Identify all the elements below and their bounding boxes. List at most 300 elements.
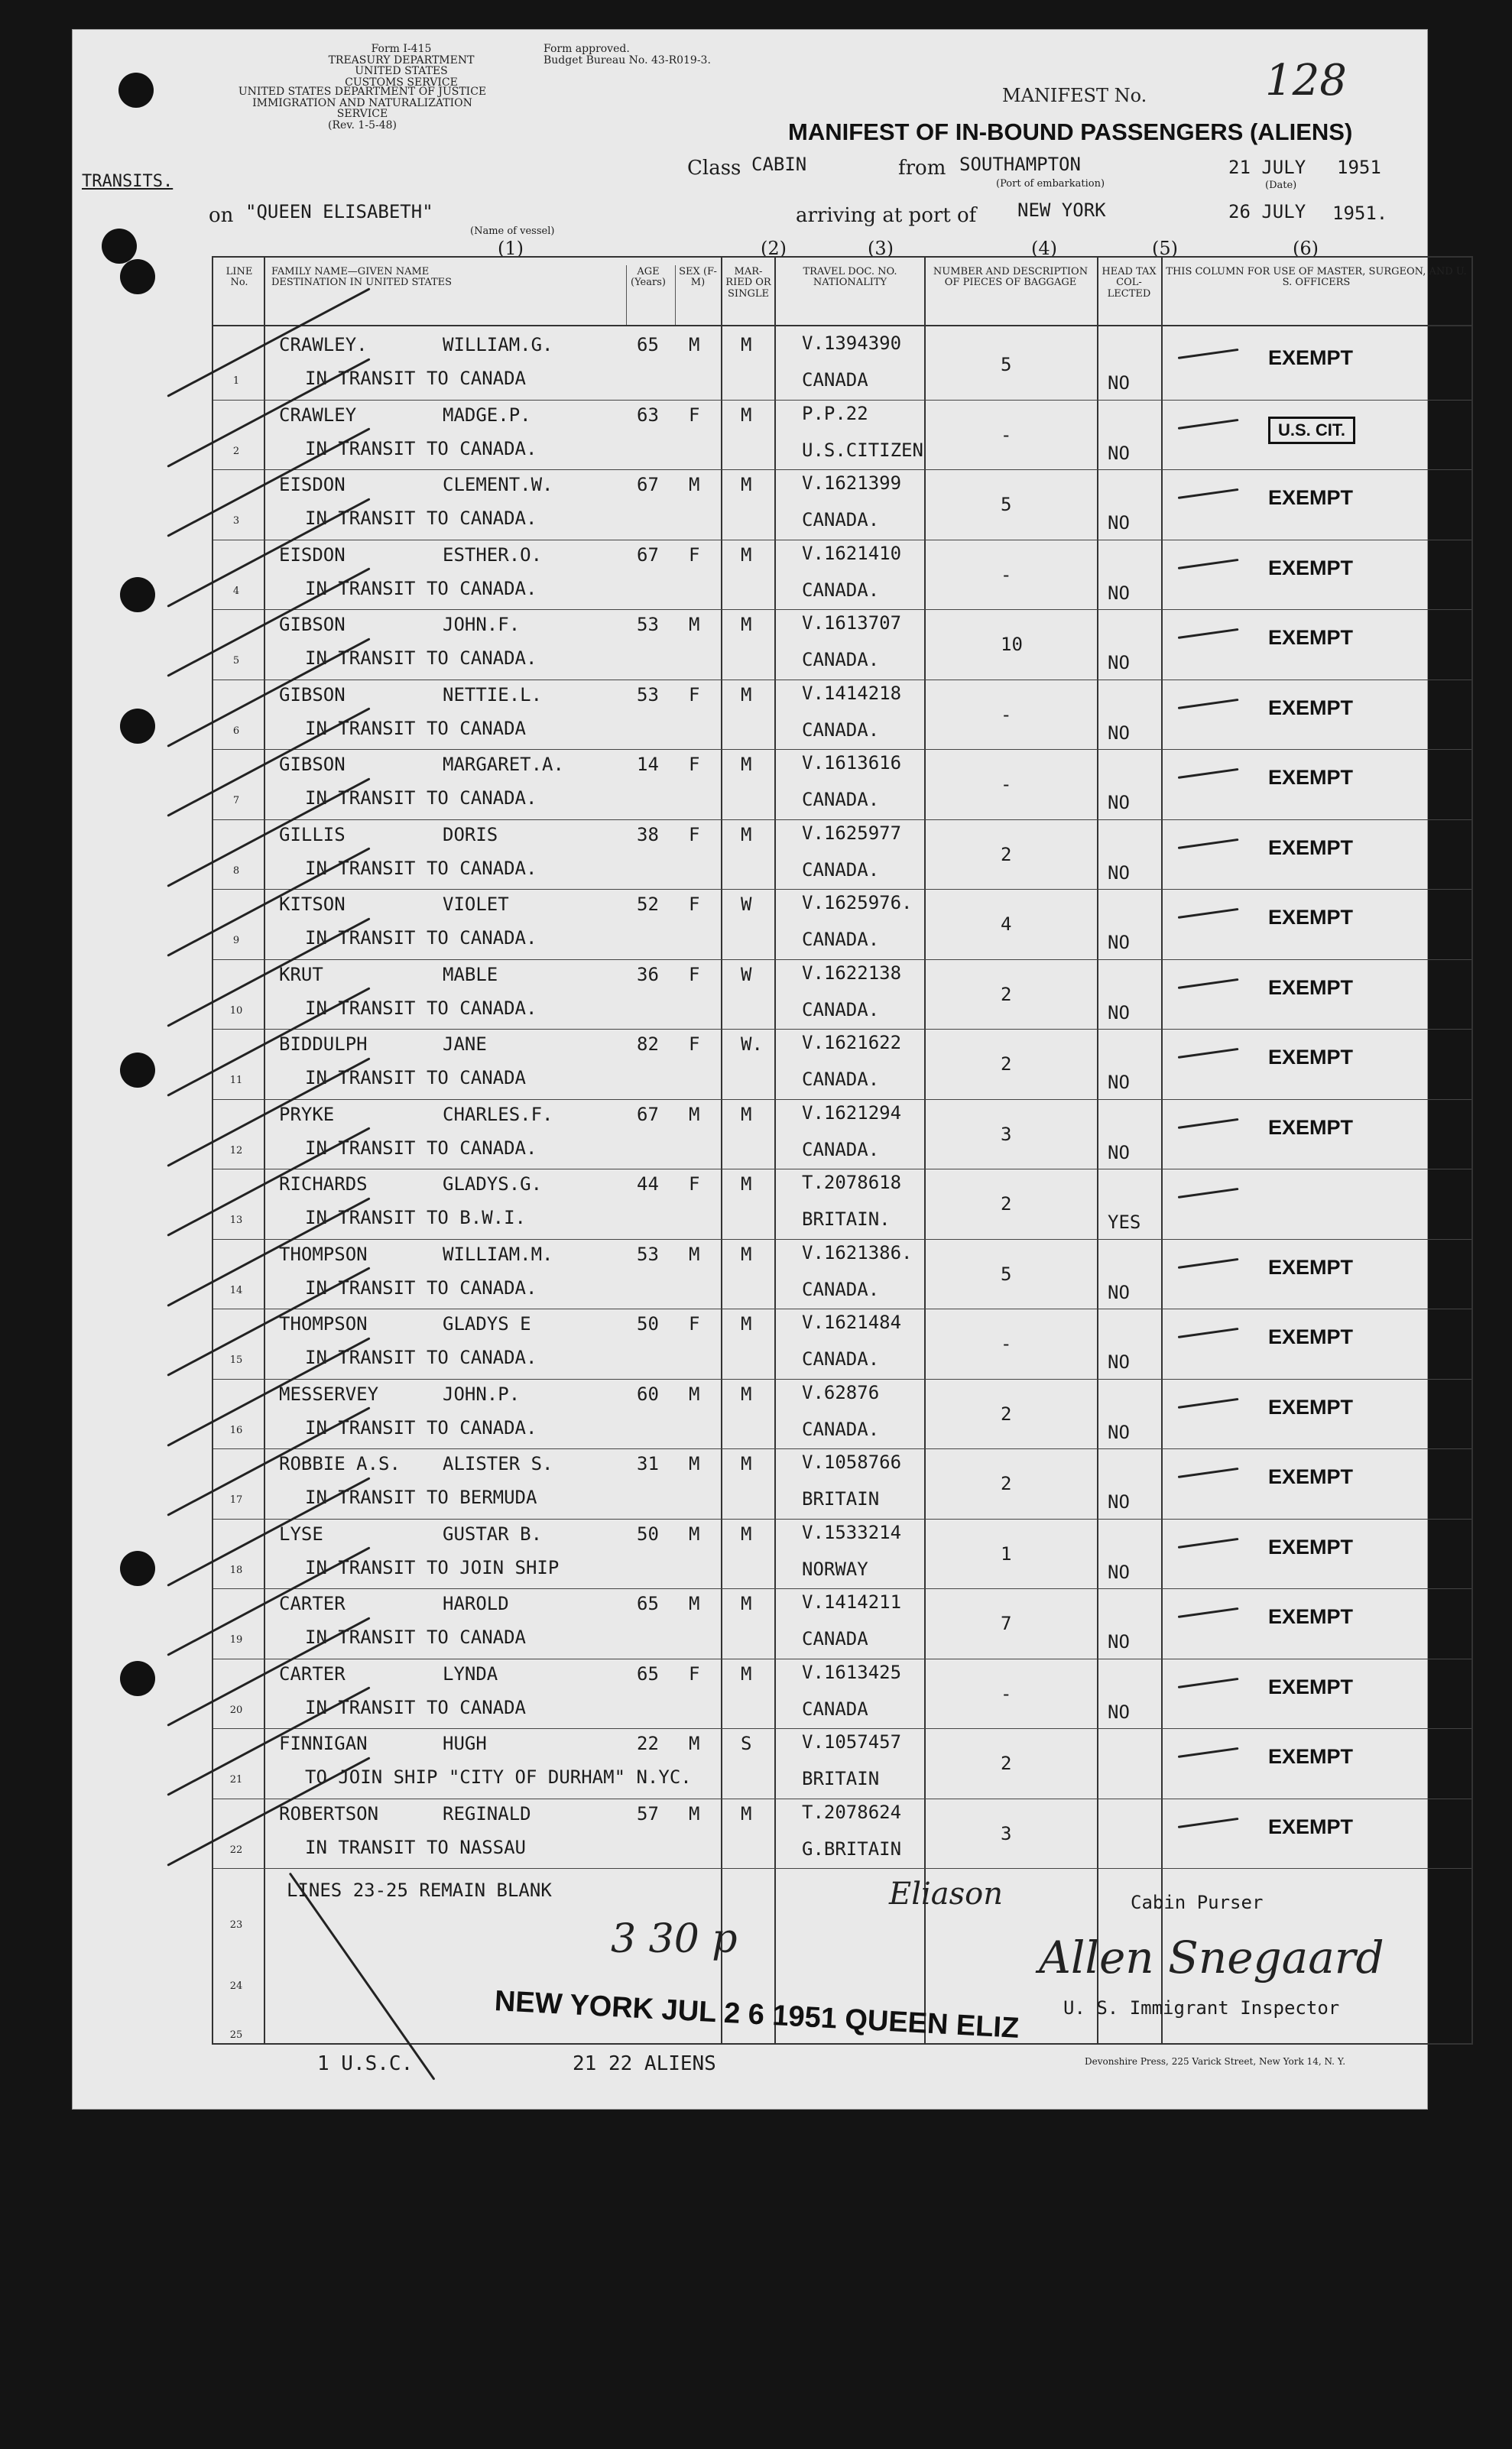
travel-document: V.1621294 (802, 1101, 902, 1124)
passenger-age: 22 (637, 1733, 659, 1754)
vessel-name: "QUEEN ELISABETH" (245, 201, 433, 222)
from-label: from (898, 157, 946, 180)
passenger-age: 63 (637, 404, 659, 426)
head-tax: NO (1108, 932, 1130, 953)
marital-status: S (741, 1733, 752, 1754)
row-divider (213, 609, 1471, 610)
officer-note: EXEMPT (1268, 626, 1354, 649)
head-tax: NO (1108, 1001, 1130, 1023)
passenger-surname: CARTER (279, 1662, 346, 1685)
punch-hole (120, 1551, 155, 1586)
travel-document: T.2078624 (802, 1801, 902, 1823)
passenger-surname: KITSON (279, 894, 346, 915)
officer-note: EXEMPT (1268, 1745, 1354, 1768)
form-number: Form I-415 (371, 43, 432, 55)
passenger-sex: F (689, 1662, 700, 1685)
baggage-count: - (1001, 774, 1012, 795)
manifest-number-label: MANIFEST No. (1002, 85, 1147, 106)
embarkation-port: SOUTHAMPTON (959, 154, 1081, 175)
passenger-given-name: CHARLES.F. (443, 1103, 553, 1125)
pen-check-mark (1178, 1607, 1239, 1618)
budget-bureau: Budget Bureau No. 43-R019-3. (543, 54, 711, 66)
marital-status: M (741, 823, 752, 845)
head-tax: NO (1108, 372, 1130, 394)
passenger-age: 38 (637, 823, 659, 845)
header-head-tax: HEAD TAX COL-LECTED (1102, 266, 1157, 300)
pen-check-mark (1178, 628, 1239, 639)
passenger-given-name: NETTIE.L. (443, 683, 543, 706)
passenger-sex: F (689, 543, 700, 566)
nationality: CANADA. (802, 1138, 880, 1160)
row-number: 25 (229, 2029, 243, 2041)
travel-document: V.1414218 (802, 682, 902, 704)
marital-status: M (741, 614, 752, 635)
pen-check-mark (1178, 349, 1239, 359)
pen-check-mark (1178, 1397, 1239, 1408)
passenger-sex: F (689, 404, 700, 426)
row-number: 18 (229, 1564, 243, 1576)
row-number: 7 (232, 795, 240, 806)
manifest-title: MANIFEST OF IN-BOUND PASSENGERS (ALIENS) (788, 118, 1353, 145)
head-tax: NO (1108, 1281, 1130, 1303)
pen-check-mark (1178, 1468, 1239, 1478)
punch-hole (118, 73, 154, 108)
row-number: 10 (229, 1004, 243, 1017)
officer-note: U.S. CIT. (1268, 417, 1355, 444)
embark-date: 21 JULY (1228, 157, 1306, 178)
header-line-no: LINE No. (226, 266, 253, 289)
passenger-given-name: REGINALD (443, 1802, 531, 1825)
approval-note (543, 44, 711, 66)
row-number: 15 (229, 1354, 243, 1366)
nationality: CANADA. (802, 579, 880, 601)
officer-note: EXEMPT (1268, 1535, 1354, 1559)
destination: IN TRANSIT TO CANADA (305, 368, 526, 389)
pen-check-mark (1178, 1537, 1239, 1548)
pen-check-mark (1178, 838, 1239, 848)
row-number: 12 (229, 1144, 243, 1156)
pen-check-mark (1178, 1747, 1239, 1758)
baggage-count: 5 (1001, 494, 1012, 515)
nationality: CANADA. (802, 1418, 880, 1440)
header-sex: SEX (F-M) (679, 266, 717, 289)
row-number: 1 (232, 375, 240, 387)
passenger-age: 67 (637, 1103, 659, 1125)
passenger-surname: RICHARDS (279, 1173, 368, 1195)
destination: IN TRANSIT TO CANADA. (305, 1137, 537, 1159)
pen-check-mark (1178, 768, 1239, 779)
marital-status: M (741, 1383, 752, 1405)
nationality: CANADA. (802, 858, 880, 881)
blank-lines-note: LINES 23-25 REMAIN BLANK (287, 1880, 552, 1901)
marital-status: M (741, 1802, 752, 1825)
officer-note: EXEMPT (1268, 1046, 1354, 1069)
baggage-count: - (1001, 423, 1012, 446)
pen-check-mark (1178, 1677, 1239, 1688)
passenger-surname: GIBSON (279, 614, 346, 635)
marital-status: W (741, 894, 752, 915)
passenger-given-name: ESTHER.O. (443, 543, 543, 566)
passenger-surname: CARTER (279, 1593, 346, 1614)
pen-check-mark (1178, 1817, 1239, 1828)
passenger-age: 82 (637, 1033, 659, 1055)
destination: IN TRANSIT TO JOIN SHIP (305, 1556, 560, 1578)
passenger-sex: M (689, 1733, 700, 1754)
passenger-age: 67 (637, 543, 659, 566)
passenger-sex: M (689, 1243, 700, 1265)
treasury-dept: TREASURY DEPARTMENT (328, 54, 475, 66)
head-tax: NO (1108, 512, 1130, 534)
passenger-sex: F (689, 1033, 700, 1055)
customs-service: UNITED STATES CUSTOMS SERVICE (345, 65, 458, 89)
form-header-left (325, 44, 478, 89)
officer-note: EXEMPT (1268, 1675, 1354, 1698)
approved-text: Form approved. (543, 43, 630, 55)
punch-hole (120, 259, 155, 294)
baggage-count: 3 (1001, 1123, 1012, 1145)
marital-status: M (741, 1662, 752, 1685)
passenger-age: 57 (637, 1802, 659, 1825)
marital-status: M (741, 1453, 752, 1474)
passenger-given-name: ALISTER S. (443, 1453, 553, 1474)
nationality: BRITAIN (802, 1488, 880, 1510)
head-tax: NO (1108, 1141, 1130, 1163)
marital-status: M (741, 474, 752, 495)
destination: IN TRANSIT TO CANADA (305, 1627, 526, 1648)
passenger-given-name: JOHN.F. (443, 614, 521, 635)
nationality: CANADA. (802, 789, 880, 810)
head-tax: NO (1108, 1072, 1130, 1093)
destination: IN TRANSIT TO CANADA. (305, 508, 537, 529)
nationality: BRITAIN. (802, 1208, 891, 1230)
officer-note: EXEMPT (1268, 1325, 1354, 1348)
punch-hole (102, 229, 137, 264)
passenger-surname: KRUT (279, 963, 323, 985)
passenger-sex: F (689, 823, 700, 845)
passenger-sex: F (689, 754, 700, 775)
passenger-age: 50 (637, 1523, 659, 1545)
head-tax: NO (1108, 861, 1130, 884)
passenger-sex: M (689, 1523, 700, 1545)
pen-check-mark (1178, 1117, 1239, 1128)
officer-note: EXEMPT (1268, 1815, 1354, 1838)
passenger-given-name: WILLIAM.M. (443, 1243, 553, 1265)
destination: IN TRANSIT TO NASSAU (305, 1836, 526, 1858)
passenger-given-name: JANE (443, 1033, 487, 1055)
destination: IN TRANSIT TO B.W.I. (305, 1207, 526, 1228)
passenger-age: 53 (637, 614, 659, 635)
row-divider (213, 1868, 1471, 1869)
passenger-age: 36 (637, 963, 659, 985)
row-number: 21 (229, 1774, 243, 1786)
head-tax: NO (1108, 1701, 1130, 1723)
baggage-count: 2 (1001, 843, 1012, 865)
row-divider (213, 959, 1471, 960)
nationality: NORWAY (802, 1558, 868, 1580)
punch-hole (120, 1053, 155, 1088)
passenger-given-name: GUSTAR B. (443, 1523, 543, 1545)
baggage-count: 5 (1001, 1263, 1012, 1285)
travel-document: V.1621622 (802, 1032, 902, 1053)
col-num: (2) (761, 238, 787, 259)
usc-total: 1 U.S.C. (317, 2052, 414, 2075)
passenger-surname: GIBSON (279, 754, 346, 775)
passenger-given-name: VIOLET (443, 894, 509, 915)
row-divider (213, 1728, 1471, 1729)
row-number: 5 (232, 655, 240, 667)
travel-document: V.62876 (802, 1381, 880, 1403)
marital-status: M (741, 1523, 752, 1545)
travel-document: V.1621410 (802, 542, 902, 564)
passenger-age: 65 (637, 1593, 659, 1614)
destination: IN TRANSIT TO CANADA (305, 1067, 526, 1088)
printer-imprint: Devonshire Press, 225 Varick Street, New York 14, N. Y. (1085, 2056, 1346, 2067)
passenger-age: 31 (637, 1453, 659, 1474)
travel-document: V.1625977 (802, 822, 902, 844)
passenger-surname: GILLIS (279, 823, 346, 845)
nationality: CANADA. (802, 649, 880, 670)
manifest-number: 128 (1265, 56, 1347, 105)
passenger-given-name: MADGE.P. (443, 404, 531, 426)
pen-check-mark (1178, 1328, 1239, 1338)
passenger-surname: BIDDULPH (279, 1033, 368, 1055)
passenger-age: 65 (637, 334, 659, 355)
row-divider (213, 1588, 1471, 1589)
nationality: CANADA. (802, 1348, 880, 1370)
row-number: 14 (229, 1284, 243, 1296)
punch-hole (120, 709, 155, 744)
head-tax: NO (1108, 652, 1130, 673)
header-married: MAR-RIED OR SINGLE (725, 266, 771, 300)
row-divider (213, 819, 1471, 820)
marital-status: M (741, 1593, 752, 1614)
nationality: CANADA. (802, 509, 880, 530)
destination: TO JOIN SHIP "CITY OF DURHAM" N.YC. (305, 1766, 692, 1788)
nationality: CANADA. (802, 929, 880, 950)
pen-check-mark (1178, 978, 1239, 988)
class-label: Class (687, 157, 741, 180)
row-number: 11 (229, 1075, 243, 1086)
baggage-count: 5 (1001, 354, 1012, 375)
row-number: 4 (232, 585, 240, 597)
embark-year: 1951 (1337, 157, 1381, 178)
nationality: CANADA. (802, 1278, 880, 1300)
passenger-surname: EISDON (279, 474, 346, 495)
row-number: 22 (229, 1844, 243, 1856)
pen-check-mark (1178, 908, 1239, 919)
passenger-sex: M (689, 1593, 700, 1614)
baggage-count: 2 (1001, 1473, 1012, 1494)
passenger-surname: EISDON (279, 543, 346, 566)
pen-check-mark (1178, 1048, 1239, 1059)
col-num: (1) (498, 238, 524, 259)
passenger-given-name: LYNDA (443, 1662, 498, 1685)
passenger-surname: MESSERVEY (279, 1383, 379, 1405)
passenger-surname: LYSE (279, 1523, 323, 1545)
destination: IN TRANSIT TO CANADA. (305, 787, 537, 809)
row-number: 24 (229, 1980, 243, 1992)
passenger-age: 65 (637, 1662, 659, 1685)
row-divider (213, 469, 1471, 470)
passenger-given-name: JOHN.P. (443, 1383, 521, 1405)
marital-status: M (741, 683, 752, 706)
passenger-given-name: HUGH (443, 1733, 487, 1754)
baggage-count: 2 (1001, 1193, 1012, 1215)
passenger-age: 44 (637, 1173, 659, 1195)
head-tax: NO (1108, 1421, 1130, 1443)
travel-document: V.1621399 (802, 472, 902, 494)
baggage-count: 4 (1001, 913, 1012, 935)
passenger-age: 50 (637, 1313, 659, 1335)
class-value: CABIN (751, 154, 807, 175)
aliens-total: 21 22 ALIENS (573, 2052, 716, 2075)
col-num: (5) (1152, 238, 1178, 259)
baggage-count: 2 (1001, 983, 1012, 1005)
row-divider (213, 1029, 1471, 1030)
passenger-given-name: CLEMENT.W. (443, 474, 553, 495)
baggage-count: 1 (1001, 1542, 1012, 1565)
passenger-sex: F (689, 894, 700, 915)
head-tax: NO (1108, 442, 1130, 464)
marital-status: M (741, 1243, 752, 1265)
col-num: (3) (868, 238, 894, 259)
nationality: CANADA (802, 369, 868, 391)
nationality: CANADA (802, 1698, 868, 1720)
nationality: U.S.CITIZEN (802, 439, 923, 461)
officer-note: EXEMPT (1268, 696, 1354, 719)
travel-document: V.1058766 (802, 1452, 902, 1473)
pen-check-mark (1178, 558, 1239, 569)
travel-document: V.1414211 (802, 1591, 902, 1613)
baggage-count: 10 (1001, 634, 1023, 655)
row-divider (213, 1379, 1471, 1380)
officer-note: EXEMPT (1268, 906, 1354, 929)
row-number: 23 (229, 1919, 243, 1931)
officer-note: EXEMPT (1268, 835, 1354, 859)
travel-document: V.1613707 (802, 612, 902, 634)
punch-hole (120, 577, 155, 612)
revision: (Rev. 1-5-48) (328, 119, 397, 132)
baggage-count: 3 (1001, 1822, 1012, 1844)
arrival-port: NEW YORK (1017, 199, 1106, 221)
purser-signature: Eliason (889, 1876, 1004, 1912)
inspector-signature: Allen Snegaard (1039, 1932, 1384, 1984)
travel-document: V.1613425 (802, 1661, 902, 1683)
destination: IN TRANSIT TO CANADA. (305, 1276, 537, 1299)
nationality: G.BRITAIN (802, 1838, 902, 1860)
arrival-date: 26 JULY (1228, 201, 1306, 222)
officer-note: EXEMPT (1268, 1255, 1354, 1279)
head-tax: NO (1108, 722, 1130, 744)
date-note: (Date) (1265, 180, 1297, 191)
passenger-sex: M (689, 334, 700, 355)
destination: IN TRANSIT TO BERMUDA (305, 1487, 537, 1508)
passenger-sex: M (689, 474, 700, 495)
officer-note: EXEMPT (1268, 556, 1354, 579)
head-tax: NO (1108, 1351, 1130, 1373)
row-number: 17 (229, 1494, 243, 1506)
head-tax: YES (1108, 1212, 1141, 1233)
passenger-sex: M (689, 614, 700, 635)
justice-header (236, 86, 488, 131)
nationality: CANADA (802, 1628, 868, 1649)
passenger-surname: CRAWLEY. (279, 334, 368, 355)
row-number: 8 (232, 864, 240, 877)
marital-status: M (741, 543, 752, 566)
passenger-age: 53 (637, 683, 659, 706)
row-divider (213, 1448, 1471, 1449)
col-num: (4) (1031, 238, 1057, 259)
passenger-sex: M (689, 1103, 700, 1125)
travel-document: V.1533214 (802, 1521, 902, 1543)
passenger-sex: M (689, 1453, 700, 1474)
header-officers: THIS COLUMN FOR USE OF MASTER, SURGEON, AND U. S. OFFICERS (1166, 266, 1467, 289)
passenger-surname: ROBBIE A.S. (279, 1453, 401, 1474)
header-name: FAMILY NAME—GIVEN NAME DESTINATION IN UNITED STATES (271, 266, 453, 289)
destination: IN TRANSIT TO CANADA (305, 1696, 526, 1718)
row-number: 16 (229, 1424, 243, 1436)
officer-note: EXEMPT (1268, 1465, 1354, 1488)
passenger-given-name: MABLE (443, 963, 498, 985)
baggage-count: - (1001, 563, 1012, 585)
nationality: BRITAIN (802, 1768, 880, 1789)
vessel-note: (Name of vessel) (470, 225, 555, 237)
head-tax: NO (1108, 1491, 1130, 1513)
passenger-given-name: GLADYS E (443, 1313, 531, 1335)
marital-status: M (741, 1173, 752, 1195)
travel-document: V.1622138 (802, 962, 902, 984)
destination: IN TRANSIT TO CANADA. (305, 437, 537, 459)
pen-check-mark (1178, 488, 1239, 499)
arriving-label: arriving at port of (796, 204, 977, 227)
passenger-sex: M (689, 1383, 700, 1405)
row-number: 2 (232, 445, 240, 457)
passenger-surname: THOMPSON (279, 1243, 368, 1265)
row-number: 9 (232, 935, 240, 946)
travel-document: V.1394390 (802, 332, 902, 354)
officer-note: EXEMPT (1268, 1115, 1354, 1139)
nationality: CANADA. (802, 998, 880, 1020)
row-number: 20 (229, 1704, 243, 1716)
officer-note: EXEMPT (1268, 766, 1354, 789)
marital-status: W (741, 963, 752, 985)
header-baggage: NUMBER AND DESCRIPTION OF PIECES OF BAGGAGE (933, 266, 1089, 289)
row-divider (213, 1239, 1471, 1240)
travel-document: V.1057457 (802, 1731, 902, 1753)
inspector-label: U. S. Immigrant Inspector (1063, 1997, 1340, 2019)
pen-check-mark (1178, 1257, 1239, 1268)
pen-check-mark (1178, 698, 1239, 709)
officer-note: EXEMPT (1268, 486, 1354, 509)
marital-status: M (741, 334, 752, 355)
arrival-stamp: NEW YORK JUL 2 6 1951 QUEEN ELIZ (493, 1985, 1020, 2045)
baggage-count: 2 (1001, 1053, 1012, 1075)
passenger-age: 14 (637, 754, 659, 775)
destination: IN TRANSIT TO CANADA. (305, 1416, 537, 1439)
transits-label: TRANSITS. (82, 172, 174, 191)
head-tax: NO (1108, 1631, 1130, 1653)
baggage-count: - (1001, 703, 1012, 725)
travel-document: V.1621484 (802, 1312, 902, 1333)
marital-status: M (741, 754, 752, 775)
passenger-age: 53 (637, 1243, 659, 1265)
passenger-given-name: HAROLD (443, 1593, 509, 1614)
row-divider (213, 400, 1471, 401)
pen-check-mark (1178, 1188, 1239, 1199)
passenger-sex: M (689, 1802, 700, 1825)
head-tax: NO (1108, 792, 1130, 813)
passenger-age: 67 (637, 474, 659, 495)
